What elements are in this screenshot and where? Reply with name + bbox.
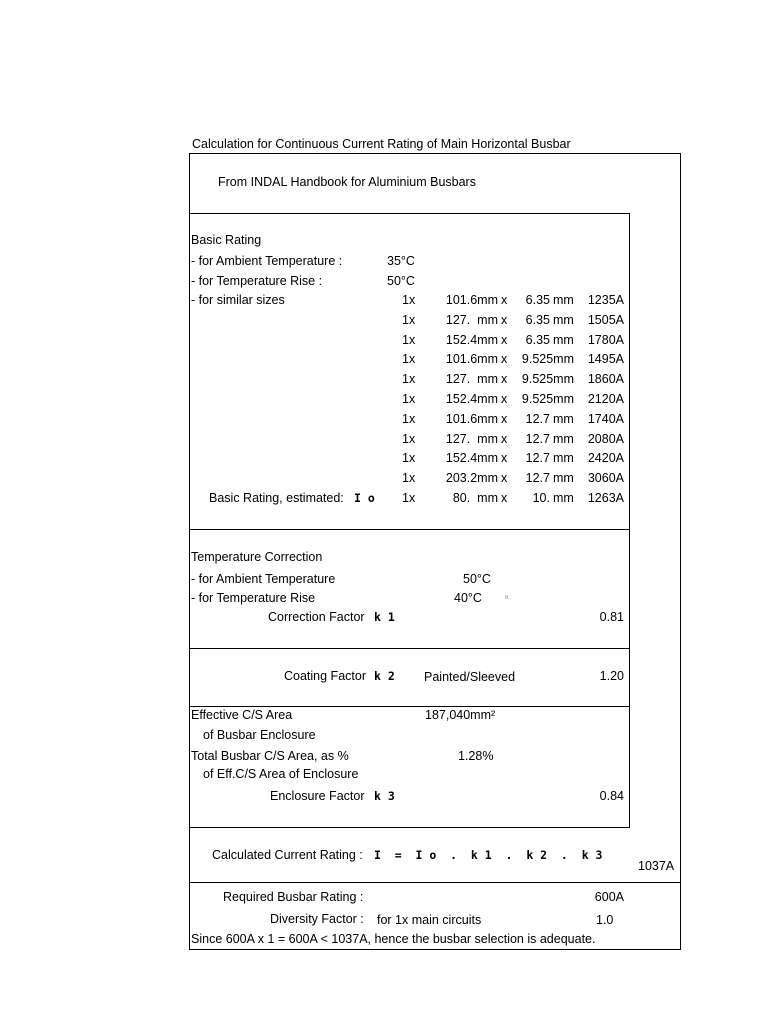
pct-label-2: of Eff.C/S Area of Enclosure	[203, 767, 359, 781]
size-width: 127. mm	[445, 312, 498, 327]
size-times: x	[501, 372, 508, 387]
size-unit: mm	[553, 293, 574, 307]
size-times: x	[501, 431, 508, 446]
size-times: x	[501, 312, 508, 327]
diversity-label: Diversity Factor :	[270, 912, 364, 926]
size-width: 101.6mm	[445, 352, 498, 367]
calc-label: Calculated Current Rating :	[212, 848, 363, 862]
enclosure-factor-value: 0.84	[599, 789, 624, 803]
size-unit: mm	[553, 491, 574, 505]
size-count: 1x	[402, 392, 416, 406]
basic-sizes-label: - for similar sizes	[191, 293, 285, 307]
size-count: 1x	[402, 372, 416, 387]
size-unit: mm	[553, 451, 574, 466]
page-title: Calculation for Continuous Current Rating of Main Horizontal Busbar	[192, 137, 571, 151]
source-note: From INDAL Handbook for Aluminium Busbars	[218, 175, 476, 189]
size-rating: 1263A	[587, 491, 624, 505]
size-count: 1x	[402, 411, 416, 426]
size-rating: 2120A	[587, 392, 624, 406]
coating-type: Painted/Sleeved	[424, 670, 516, 684]
enclosure-factor-label: Enclosure Factor	[270, 789, 365, 803]
size-width: 152.4mm	[445, 392, 498, 406]
divider-basic	[189, 529, 630, 530]
required-value: 600A	[594, 890, 624, 904]
temp-heading: Temperature Correction	[191, 550, 323, 564]
coating-factor-value: 1.20	[599, 669, 624, 683]
required-label: Required Busbar Rating :	[223, 890, 364, 904]
basic-ambient-label: - for Ambient Temperature :	[191, 254, 343, 268]
basic-heading: Basic Rating	[191, 233, 262, 247]
size-thickness: 9.525mm	[521, 372, 574, 387]
size-rating: 1860A	[587, 372, 624, 387]
enclosure-factor-symbol: k 3	[374, 789, 395, 803]
divider-temp	[189, 648, 630, 649]
coating-factor-label: Coating Factor	[284, 669, 366, 683]
size-unit: mm	[553, 411, 574, 426]
basic-estimated-label: Basic Rating, estimated:	[209, 491, 344, 505]
diversity-value: 1.0	[596, 913, 614, 927]
divider-calc	[189, 882, 681, 883]
calc-formula: I = I o . k 1 . k 2 . k 3	[374, 848, 603, 862]
size-unit: mm	[553, 471, 574, 486]
size-width: 127. mm	[445, 431, 498, 446]
size-count: 1x	[402, 491, 416, 505]
size-width: 101.6mm	[445, 411, 498, 426]
size-rating: 1505A	[587, 312, 624, 327]
inner-right-border	[629, 213, 630, 828]
area-value: 187,040mm²	[425, 708, 496, 722]
size-count: 1x	[402, 451, 416, 466]
size-width: 80. mm	[452, 491, 498, 505]
temp-ambient-value: 50°C	[463, 572, 491, 586]
size-count: 1x	[402, 471, 416, 486]
size-thickness: 6.35	[525, 293, 550, 307]
temp-ambient-label: - for Ambient Temperature	[191, 572, 336, 586]
size-rating: 1740A	[587, 411, 624, 426]
divider-enclosure	[189, 827, 630, 828]
size-thickness: 9.525mm	[521, 392, 574, 406]
size-rating: 2420A	[587, 451, 624, 466]
size-thickness: 10.	[532, 491, 550, 505]
basic-estimated-symbol: I o	[354, 491, 375, 505]
size-thickness: 12.7	[525, 451, 550, 466]
size-width: 152.4mm	[445, 451, 498, 466]
size-count: 1x	[402, 352, 416, 367]
calc-result: 1037A	[638, 859, 675, 873]
conclusion: Since 600A x 1 = 600A < 1037A, hence the busbar selection is adequate.	[191, 932, 596, 946]
pct-label-1: Total Busbar C/S Area, as %	[191, 749, 349, 763]
size-width: 152.4mm	[445, 332, 498, 347]
coating-factor-symbol: k 2	[374, 669, 395, 683]
size-thickness: 12.7	[525, 471, 550, 486]
size-unit: mm	[553, 431, 574, 446]
size-times: x	[501, 392, 508, 406]
size-times: x	[501, 293, 508, 307]
divider-coating	[189, 706, 630, 707]
temp-marker: ¤	[505, 595, 509, 601]
temp-rise-label: - for Temperature Rise	[191, 591, 316, 605]
size-times: x	[501, 332, 508, 347]
basic-rise-label: - for Temperature Rise :	[191, 274, 323, 288]
size-thickness: 12.7	[525, 411, 550, 426]
basic-ambient-value: 35°C	[387, 254, 415, 268]
size-count: 1x	[402, 312, 416, 327]
size-width: 127. mm	[445, 372, 498, 387]
size-times: x	[501, 491, 508, 505]
correction-factor-symbol: k 1	[374, 610, 395, 624]
size-width: 203.2mm	[445, 471, 498, 486]
size-rating: 2080A	[587, 431, 624, 446]
size-rating: 1495A	[587, 352, 624, 367]
size-count: 1x	[402, 332, 416, 347]
size-rating: 3060A	[587, 471, 624, 486]
divider-source	[189, 213, 630, 214]
size-thickness: 12.7	[525, 431, 550, 446]
pct-value: 1.28%	[458, 749, 494, 763]
size-unit: mm	[553, 312, 574, 327]
size-times: x	[501, 411, 508, 426]
size-thickness: 9.525mm	[521, 352, 574, 367]
size-times: x	[501, 471, 508, 486]
size-rating: 1780A	[587, 332, 624, 347]
area-label-2: of Busbar Enclosure	[203, 728, 316, 742]
size-count: 1x	[402, 293, 416, 307]
size-thickness: 6.35	[525, 332, 550, 347]
diversity-note: for 1x main circuits	[377, 913, 482, 927]
correction-factor-value: 0.81	[599, 610, 624, 624]
size-thickness: 6.35	[525, 312, 550, 327]
size-times: x	[501, 451, 508, 466]
size-unit: mm	[553, 332, 574, 347]
basic-rise-value: 50°C	[387, 274, 415, 288]
correction-factor-label: Correction Factor	[268, 610, 365, 624]
temp-rise-value: 40°C	[454, 591, 482, 605]
size-count: 1x	[402, 431, 416, 446]
area-label-1: Effective C/S Area	[191, 708, 293, 722]
size-width: 101.6mm	[445, 293, 498, 307]
size-rating: 1235A	[587, 293, 624, 307]
size-times: x	[501, 352, 508, 367]
